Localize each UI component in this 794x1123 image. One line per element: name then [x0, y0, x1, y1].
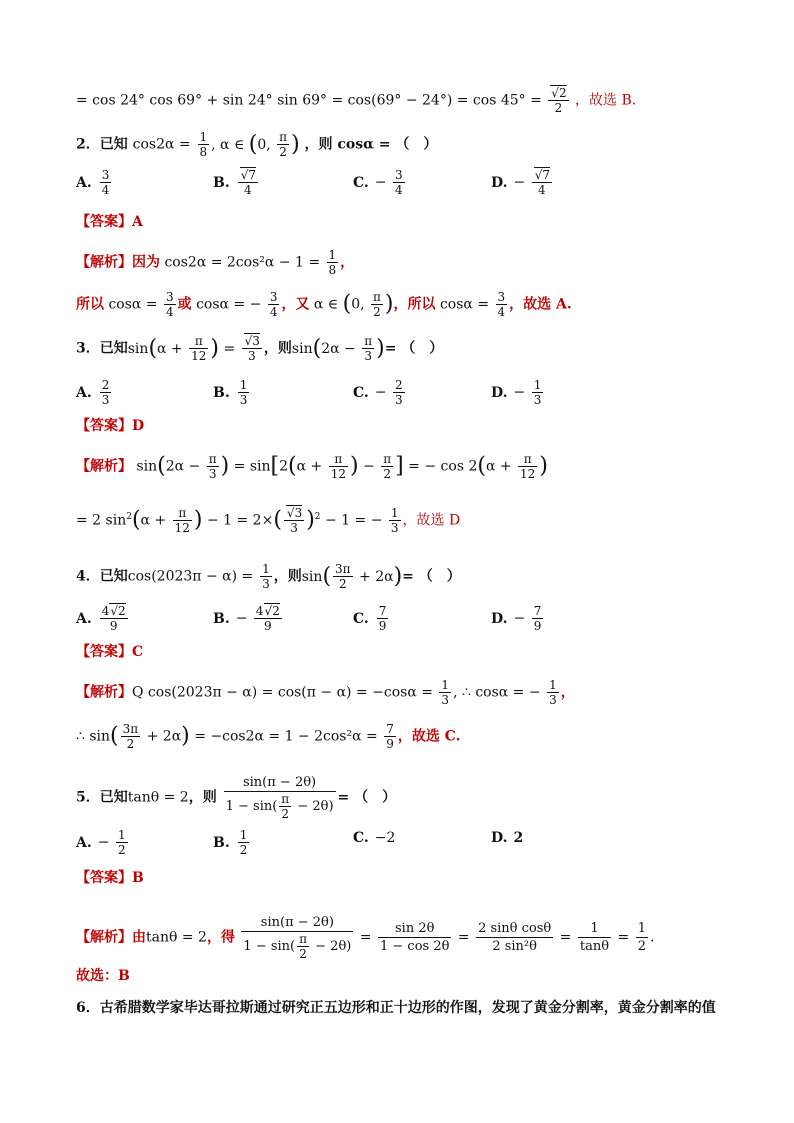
question-3: 3．已知sin(α + $\frac{\pi}{12}$ ) = $\frac{√3}{3}$ ，则sin(2α − $\frac{\pi}{3}$ )= （ ）: [76, 334, 444, 363]
q2-option-b[interactable]: B. $\frac{√7}{4}$: [213, 168, 256, 197]
q2-frac: $\frac{1}{8}$: [199, 130, 208, 159]
q2-explanation-2: 所以 cosα = $\frac{3}{4}$ 或 cosα = − $\frac{3}{4}$ ，又 α ∈ (0, $\frac{\pi}{2}$ )，所以 cosα = $\frac{3}{4}$ ，故选 A.: [76, 290, 572, 319]
q3-answer: 【答案】D: [76, 418, 145, 434]
q2-option-a[interactable]: A. $\frac{3}{4}$: [76, 168, 110, 197]
q2-answer: 【答案】A: [76, 214, 143, 230]
q3-option-c[interactable]: C. − $\frac{2}{3}$: [353, 378, 403, 407]
line-cos-sum: [76, 86, 636, 115]
q5-explanation: 【解析】由tanθ = 2，得 sin(π − 2θ) 1 − sin( $\frac{\pi}{2}$ − 2θ) = $\frac{\sin 2\theta}{1 - \cos 2\theta}$ = $\frac{\text{2 sinθ cosθ}}{\text{2 sin²θ}}$ = $\frac{1}{\tan\theta}$ = $\frac{1}{2}$ .: [76, 915, 655, 961]
q3-option-b[interactable]: B. $\frac{1}{3}$: [213, 378, 248, 407]
q2-explanation-1: 【解析】因为 cos2α = 2cos²α − 1 = $\frac{1}{8}$ ，: [76, 248, 355, 277]
q3-option-d[interactable]: D. − $\frac{1}{3}$: [491, 378, 542, 407]
q5-option-c[interactable]: C. −2: [353, 830, 396, 846]
q4-option-b[interactable]: B. − $\frac{4√2}{9}$: [213, 604, 280, 633]
q2-option-d[interactable]: D. − $\frac{√7}{4}$: [491, 168, 550, 197]
q5-option-a[interactable]: A. − $\frac{1}{2}$: [76, 828, 126, 857]
q2-math: cos2α =: [132, 136, 191, 153]
q5-final: 故选：B: [76, 968, 130, 984]
q3-explanation-2: = 2 $\sin^2(\alpha$ + $\frac{\pi}{12}$ ) − 1 = 2×( $\frac{√3}{3}$ )$^2$ − 1 = − $\frac{1}{3}$ ，故选 D: [76, 506, 461, 535]
q4-explanation-1: 【解析】Q cos(2023π − α) = cos(π − α) = −cosα = $\frac{1}{3}$ , ∴ cosα = − $\frac{1}{3}$ ，: [76, 678, 575, 707]
fraction-sqrt2-over-2: $\frac{√2}{2}$: [548, 86, 568, 115]
q4-explanation-2: ∴ sin( $\frac{3\pi}{2}$ + 2α) = −cos2α = 1 − 2cos²α = $\frac{7}{9}$ ，故选 C.: [76, 722, 461, 751]
q2-option-c[interactable]: C. − $\frac{3}{4}$: [353, 168, 403, 197]
q4-answer: 【答案】C: [76, 644, 144, 660]
q4-option-a[interactable]: A. $\frac{4√2}{9}$: [76, 604, 126, 633]
question-4: 4．已知cos(2023π − α) = $\frac{1}{3}$ ，则sin( $\frac{3\pi}{2}$ + 2α)= （ ）: [76, 562, 461, 591]
q5-answer: 【答案】B: [76, 870, 144, 886]
q3-explanation-1: 【解析】 sin(2α − $\frac{\pi}{3}$ ) = sin[2(α + $\frac{\pi}{12}$ ) − $\frac{\pi}{2}$ ] = − cos 2(α + $\frac{\pi}{12}$ ): [76, 452, 548, 481]
q5-option-d[interactable]: D. 2: [491, 830, 524, 846]
q2-tail: ，则 cosα = （ ）: [304, 136, 438, 153]
question-6: 6．古希腊数学家毕达哥拉斯通过研究正五边形和正十边形的作图，发现了黄金分割率，黄金分割率的值: [76, 1000, 716, 1016]
choose-b-text: ，故选 B.: [575, 92, 637, 109]
q3-option-a[interactable]: A. $\frac{2}{3}$: [76, 378, 110, 407]
q5-option-b[interactable]: B. $\frac{1}{2}$: [213, 828, 248, 857]
question-5: 5．已知tanθ = 2，则 sin(π − 2θ) 1 − sin( $\frac{\pi}{2}$ − 2θ) = （ ）: [76, 775, 397, 821]
math-cos-expansion: = cos 24° cos 69° + sin 24° sin 69° = cos(69° − 24°) = cos 45° =: [76, 92, 542, 109]
q2-stem: 2．已知: [76, 136, 128, 153]
q4-option-c[interactable]: C. $\frac{7}{9}$: [353, 604, 387, 633]
question-2: 2．已知 cos2α = $\frac{1}{8}$ , α ∈ (0, $\frac{\pi}{2}$ ) ，则 cosα = （ ）: [76, 130, 438, 159]
q4-option-d[interactable]: D. − $\frac{7}{9}$: [491, 604, 542, 633]
